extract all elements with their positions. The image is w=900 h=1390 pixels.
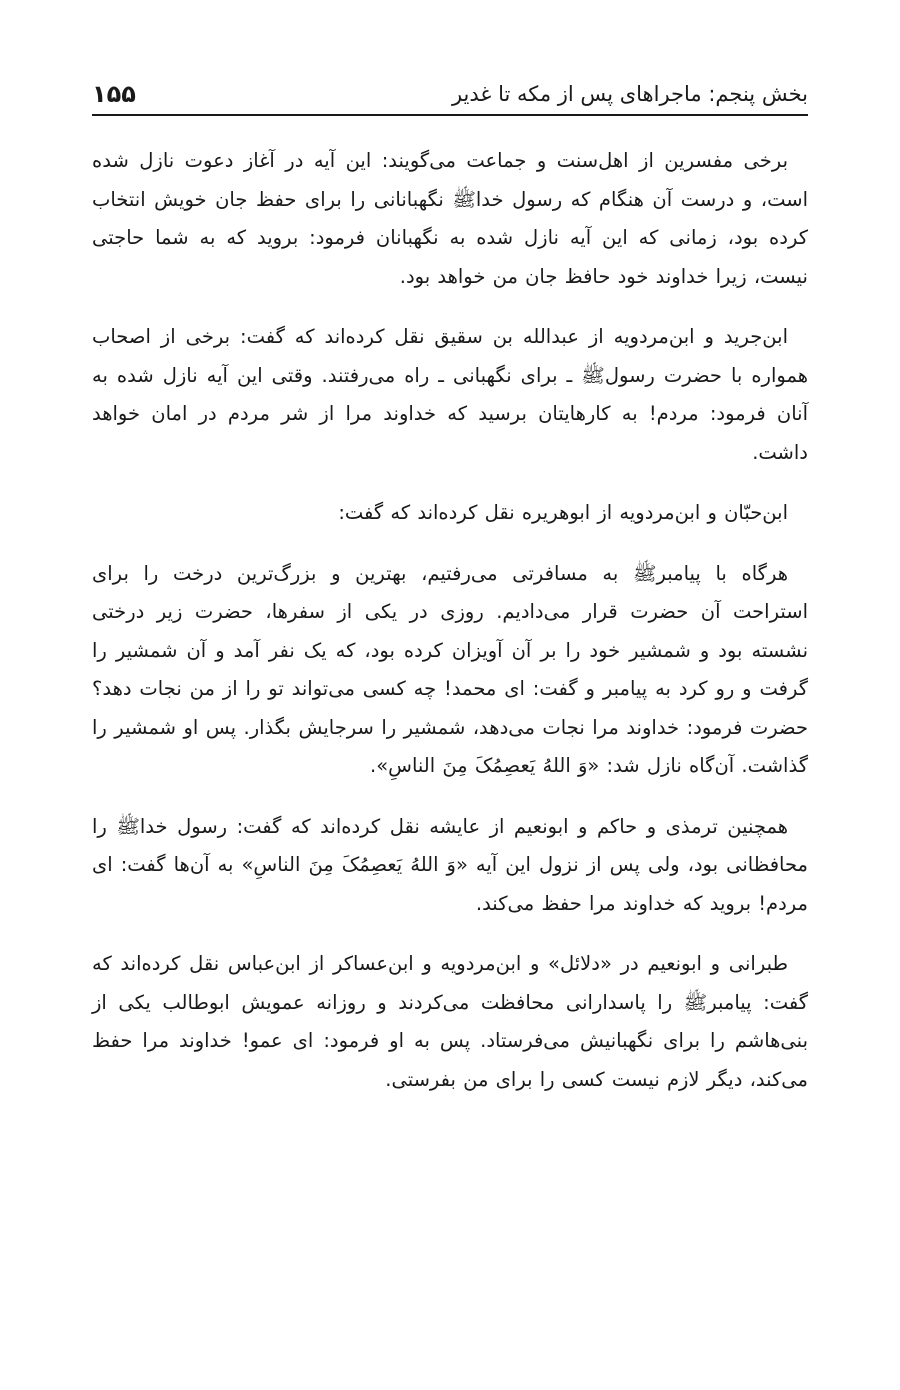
page-number: ۱۵۵	[92, 80, 136, 108]
page-body	[92, 142, 808, 1121]
paragraph-4: هرگاه با پیامبرﷺ به مسافرتی می‌رفتیم، بهترین و بزرگ‌ترین درخت را برای استراحت آن حضرت قرار می‌دادیم. روزی در یکی از سفرها، حضرت زیر درختی نشسته بود و شمشیر خود را بر آن آویزان کرده بود، که یک نفر آمد و آن شمشیر را گرفت و رو کرد به پیامبر و گفت: ای محمد! چه کسی می‌تواند تو را از من نجات دهد؟ حضرت فرمود: خداوند مرا نجات می‌دهد، شمشیر را سرجایش بگذار. پس او شمشیر را گذاشت. آن‌گاه نازل شد: «وَ اللهُ یَعصِمُکَ مِنَ الناسِ».	[92, 561, 808, 777]
paragraph-5: همچنین ترمذی و حاکم و ابونعیم از عایشه نقل کرده‌اند که گفت: رسول خداﷺ را محافظانی بود، ولی پس از نزول این آیه «وَ اللهُ یَعصِمُکَ مِنَ الناسِ» به آن‌ها گفت: ای مردم! بروید که خداوند مرا حفظ می‌کند.	[92, 814, 808, 915]
paragraph-6: طبرانی و ابونعیم در «دلائل» و ابن‌مردویه و ابن‌عساکر از ابن‌عباس نقل کرده‌اند که گفت: پیامبرﷺ را پاسدارانی محافظت می‌کردند و روزانه عمویش ابوطالب یکی از بنی‌هاشم را برای نگهبانیش می‌فرستاد. پس به او فرمود: ای عمو! خداوند مرا حفظ می‌کند، دیگر لازم نیست کسی را برای من بفرستی.	[92, 952, 808, 1091]
paragraph-3: ابن‌حبّان و ابن‌مردویه از ابوهریره نقل کرده‌اند که گفت:	[338, 501, 788, 524]
page-header	[92, 68, 808, 116]
paragraph-2: ابن‌جرید و ابن‌مردویه از عبدالله بن سقیق نقل کرده‌اند که گفت: برخی از اصحاب همواره با حضرت رسولﷺ ـ برای نگهبانی ـ راه می‌رفتند. وقتی این آیه نازل شده به آنان فرمود: مردم! به کارهایتان برسید که خداوند مرا از شر مردم در امان خواهد داشت.	[92, 325, 808, 464]
paragraph-1: برخی مفسرین از اهل‌سنت و جماعت می‌گویند: این آیه در آغاز دعوت نازل شده است، و درست آن هنگام که رسول خداﷺ نگهبانانی را برای حفظ جان خویش انتخاب کرده بود، زمانی که این آیه نازل شده به نگهبانان فرمود: بروید که به شما حاجتی نیست، زیرا خداوند خود حافظ جان من خواهد بود.	[92, 149, 808, 288]
running-title: بخش پنجم: ماجراهای پس از مکه تا غدیر	[451, 82, 808, 106]
